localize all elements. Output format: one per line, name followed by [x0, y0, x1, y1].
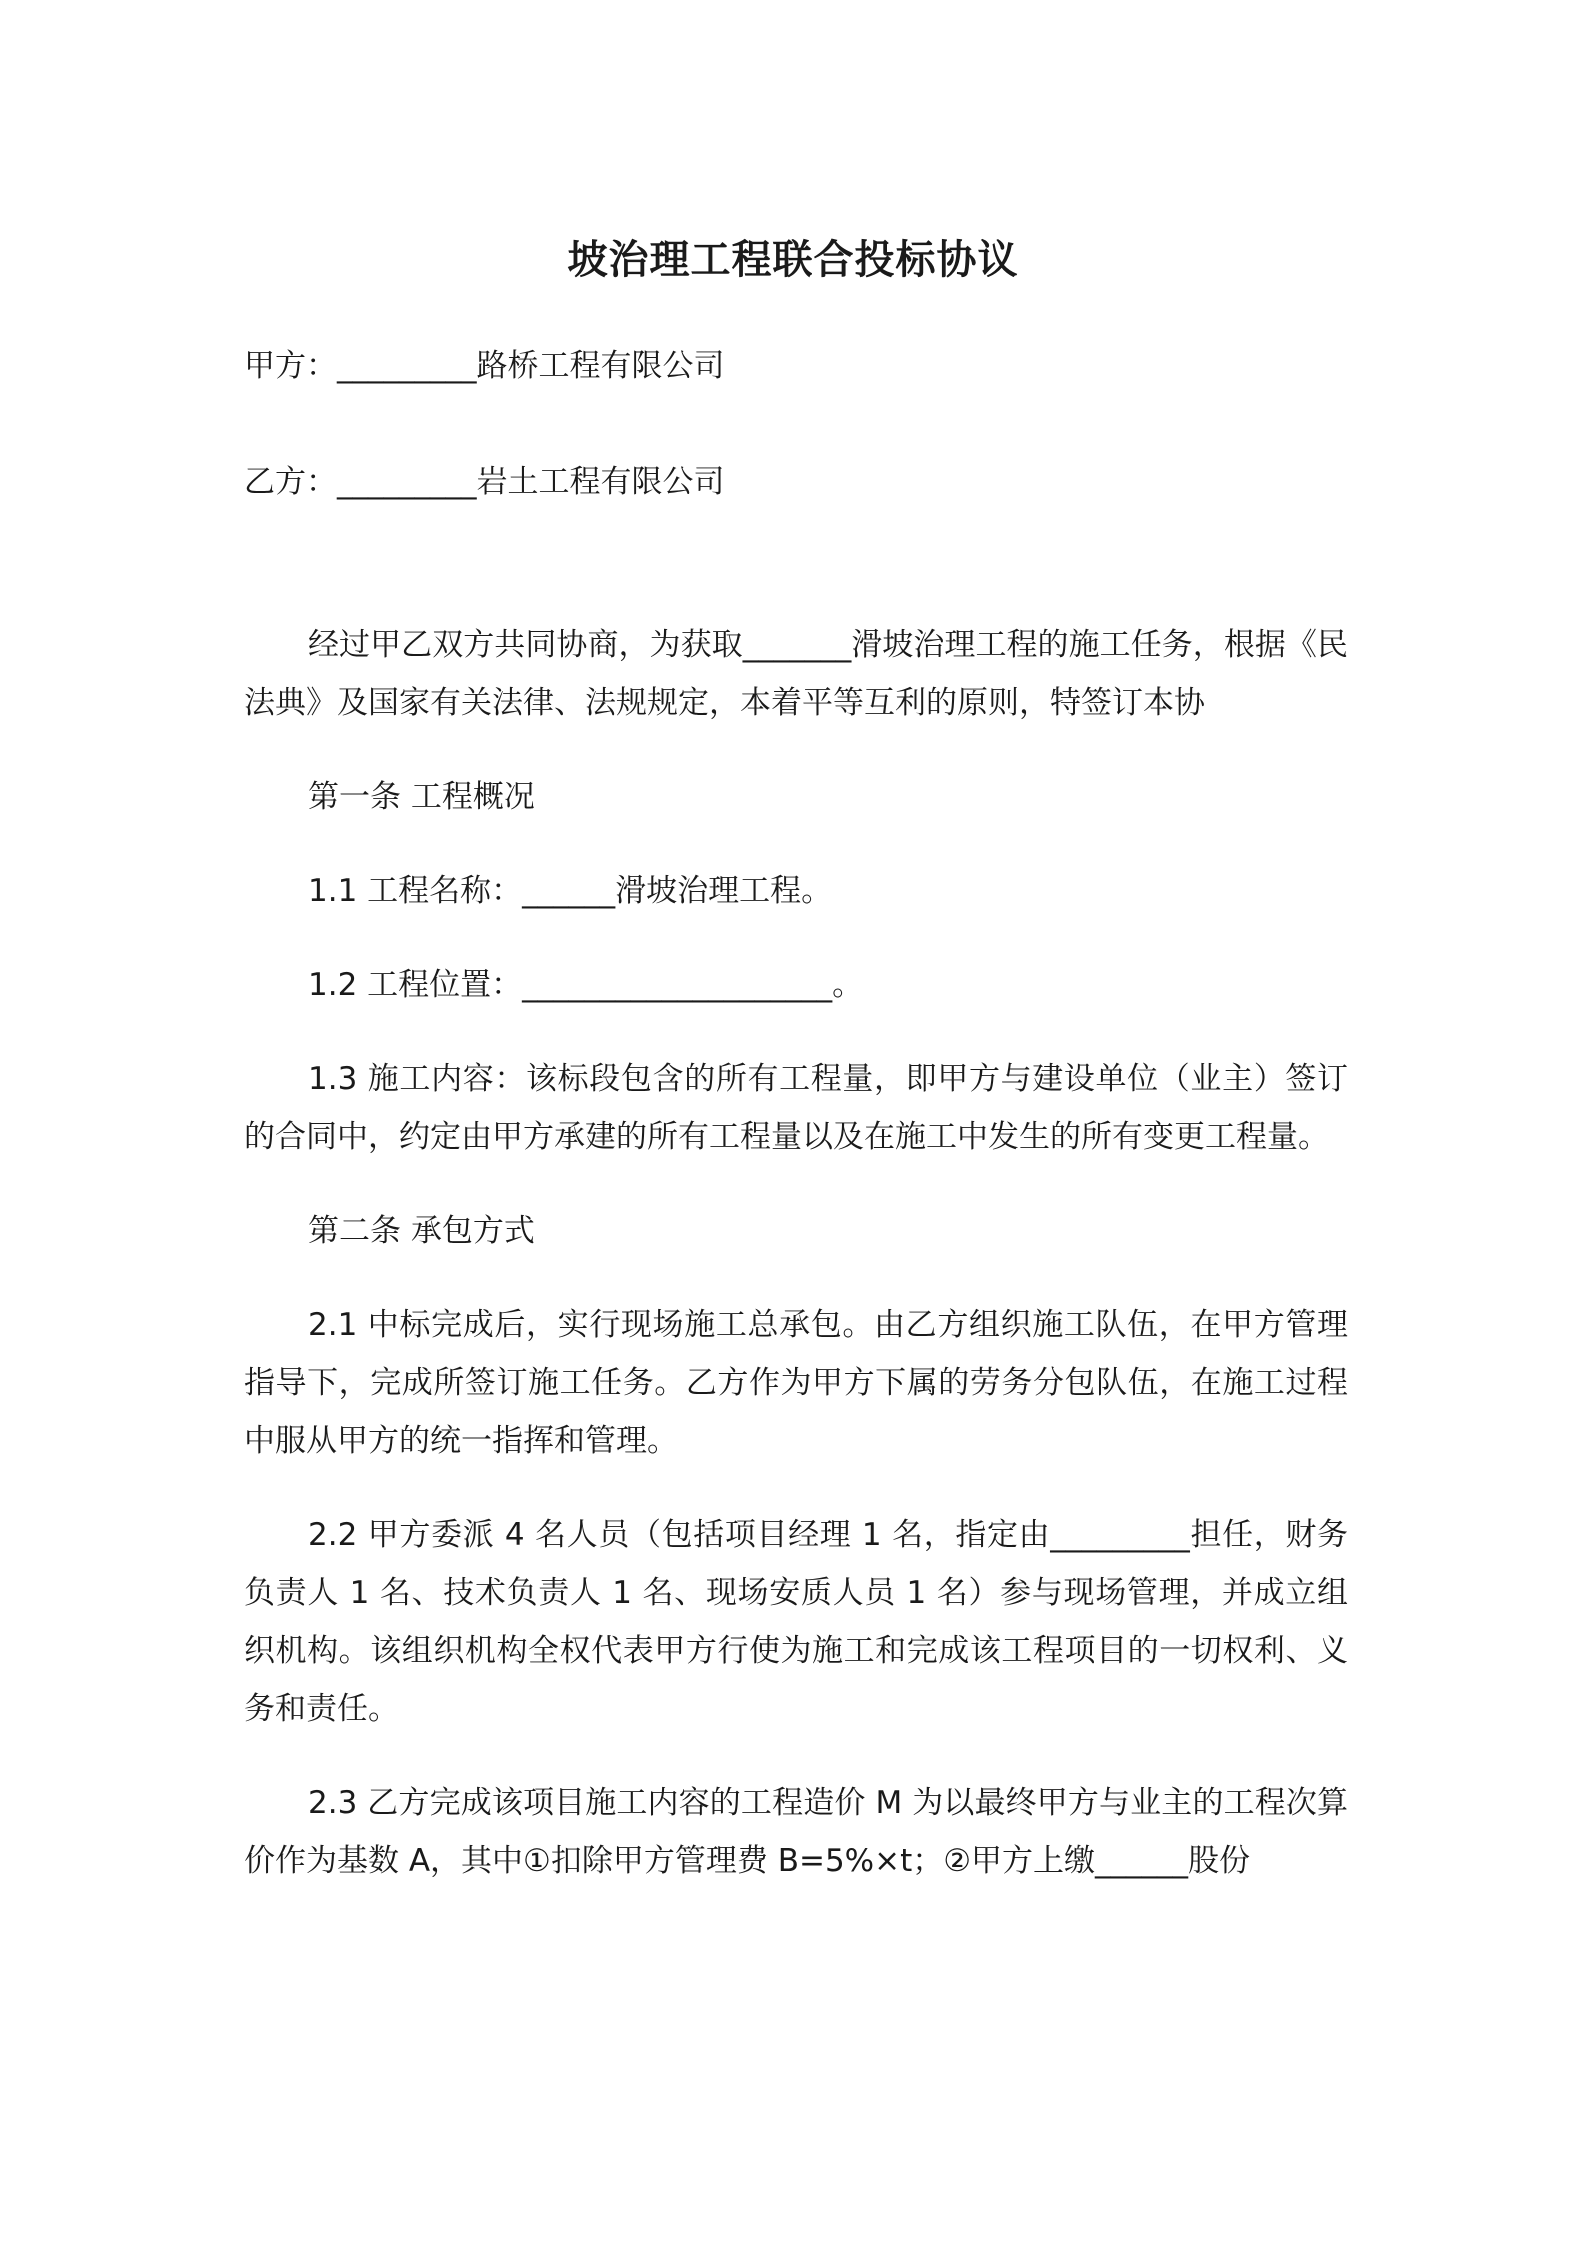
document-body: [244, 616, 1348, 1926]
clause-1-3: 1.3 施工内容：该标段包含的所有工程量，即甲方与建设单位（业主）签订的合同中，约定由甲方承建的所有工程量以及在施工中发生的所有变更工程量。: [244, 1061, 1348, 1155]
clause-1-1: 1.1 工程名称：______滑坡治理工程。: [308, 873, 833, 909]
clause-2-2: 2.2 甲方委派 4 名人员（包括项目经理 1 名，指定由_________担任，财务负责人 1 名、技术负责人 1 名、现场安质人员 1 名）参与现场管理，并成立组织机构。该组织机构全权代表甲方行使为施工和完成该工程项目的一切权利、义务和责任。: [244, 1517, 1348, 1727]
clause-2-3: 2.3 乙方完成该项目施工内容的工程造价 M 为以最终甲方与业主的工程次算价作为基数 A，其中①扣除甲方管理费 B=5%×t；②甲方上缴______股份: [244, 1785, 1348, 1879]
party-b-line: 乙方：_________岩土工程有限公司: [244, 464, 725, 500]
preamble-paragraph: 经过甲乙双方共同协商，为获取_______滑坡治理工程的施工任务，根据《民法典》及国家有关法律、法规规定，本着平等互利的原则，特签订本协: [244, 627, 1348, 721]
party-a-line: 甲方：_________路桥工程有限公司: [244, 348, 725, 384]
clause-1-2: 1.2 工程位置：____________________。: [308, 967, 864, 1003]
document-title: 坡治理工程联合投标协议: [567, 237, 1019, 283]
clause-2-1: 2.1 中标完成后，实行现场施工总承包。由乙方组织施工队伍，在甲方管理指导下，完成所签订施工任务。乙方作为甲方下属的劳务分包队伍，在施工过程中服从甲方的统一指挥和管理。: [244, 1307, 1348, 1459]
article-1-heading: 第一条 工程概况: [308, 779, 535, 815]
article-2-heading: 第二条 承包方式: [308, 1213, 535, 1249]
